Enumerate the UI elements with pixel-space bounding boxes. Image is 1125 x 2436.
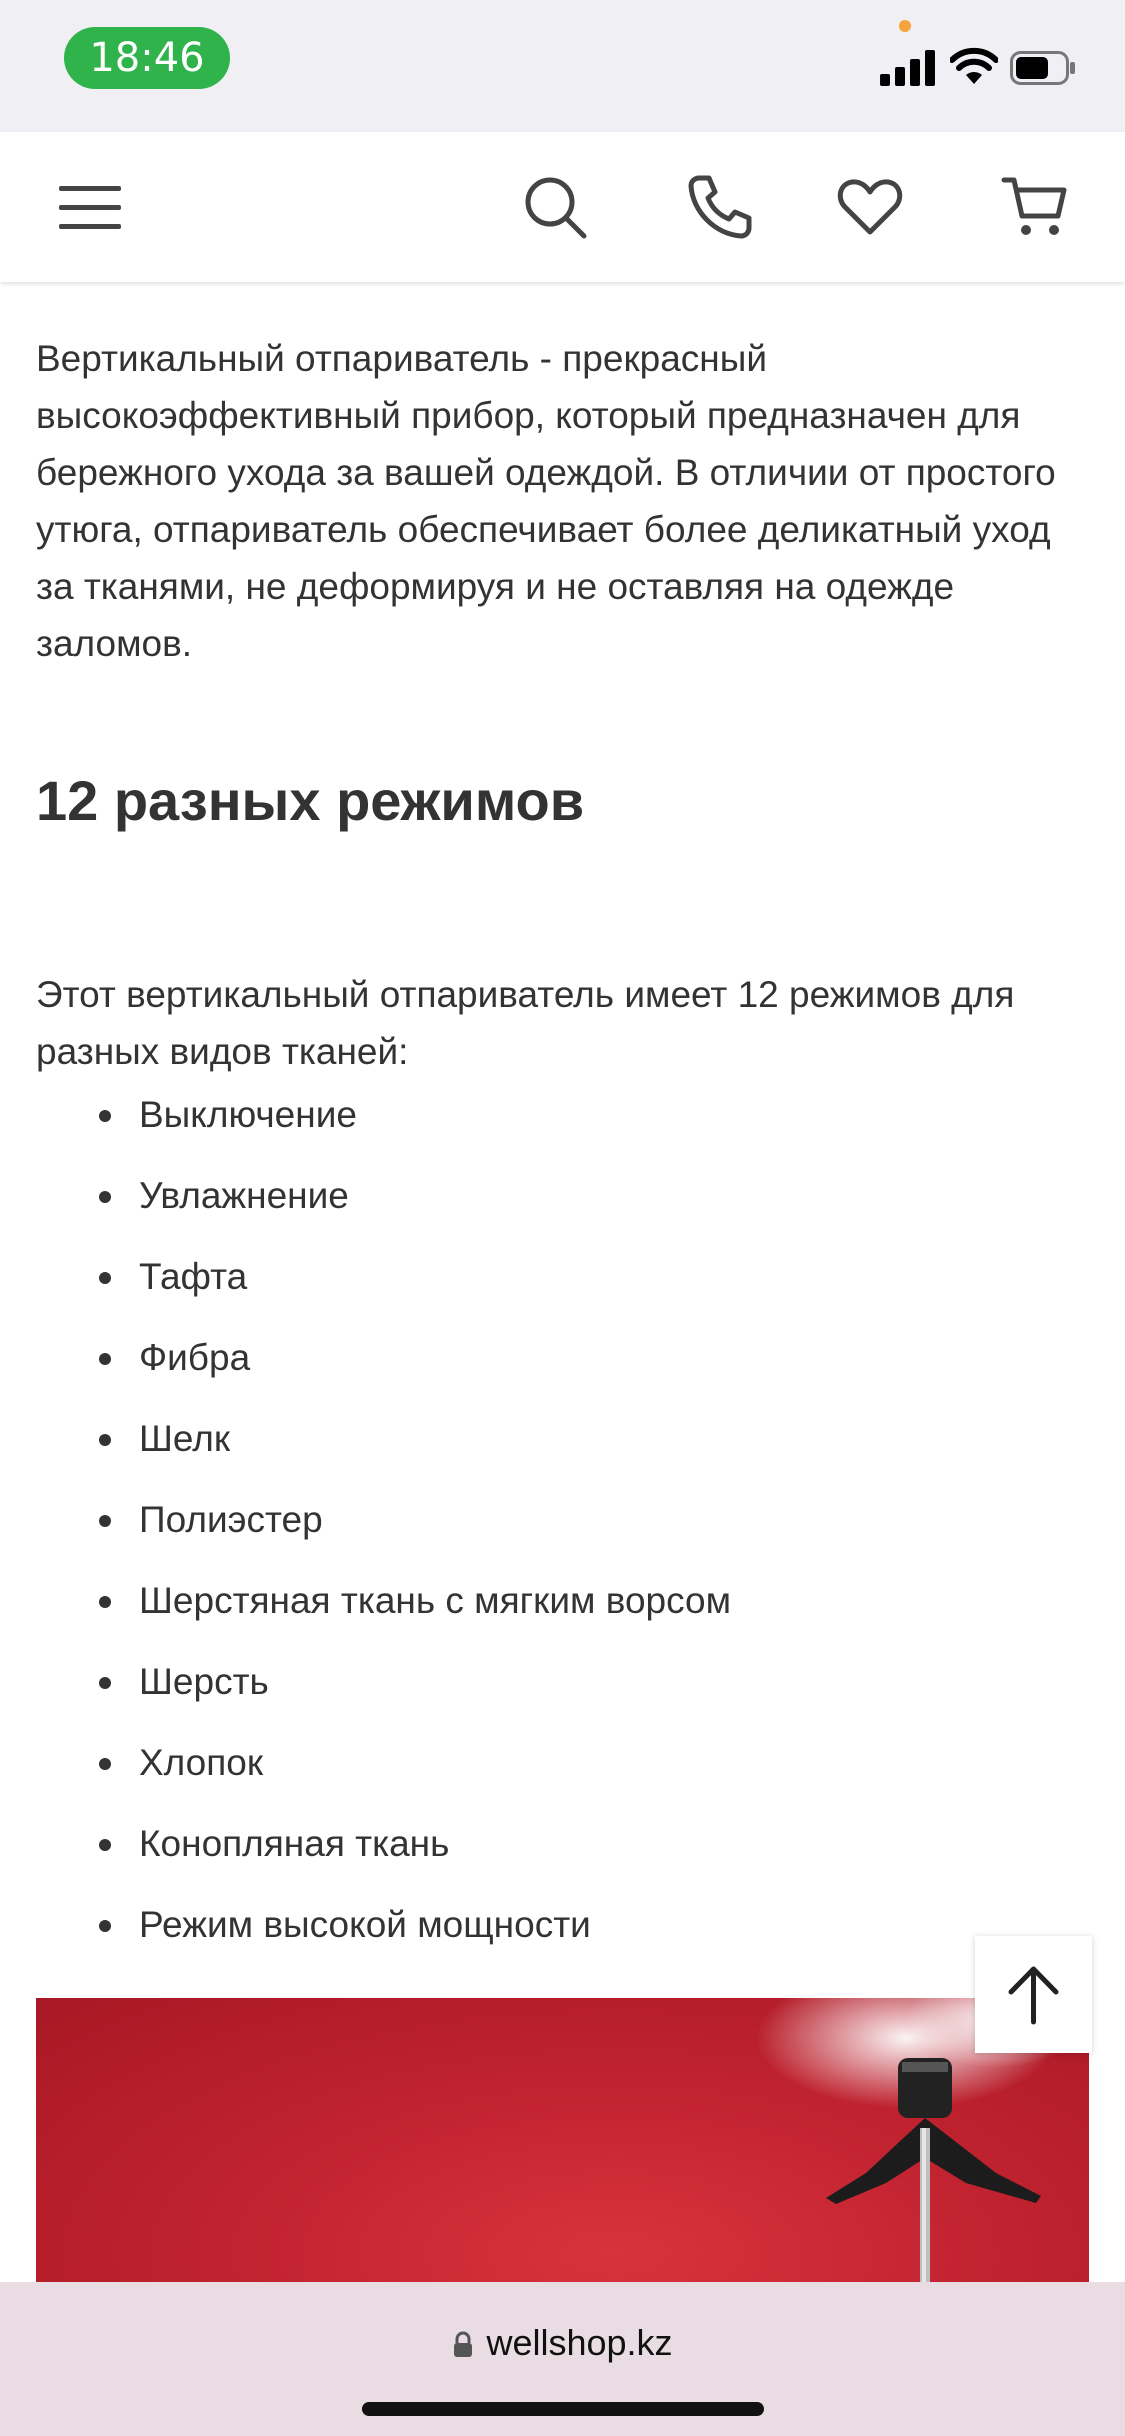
list-item: Полиэстер [36,1495,731,1576]
list-item: Режим высокой мощности [36,1900,731,1981]
battery-icon [1010,51,1076,85]
home-indicator[interactable] [362,2402,764,2416]
modes-list [36,1090,731,1981]
menu-icon[interactable] [55,172,125,242]
scroll-to-top-button[interactable] [975,1936,1092,2053]
list-item: Шерстяная ткань с мягким ворсом [36,1576,731,1657]
search-icon[interactable] [520,172,590,242]
steamer-image [36,1998,1089,2282]
list-item: Шерсть [36,1657,731,1738]
url-field[interactable] [0,2322,1125,2364]
cellular-signal-icon [880,50,936,86]
cart-icon[interactable] [1000,172,1070,242]
modes-heading: 12 разных режимов [36,769,585,832]
list-item: Выключение [36,1090,731,1171]
site-header [0,132,1125,282]
mic-indicator-icon [899,20,911,32]
url-text: wellshop.kz [486,2322,673,2363]
wifi-icon [950,46,998,86]
list-item: Увлажнение [36,1171,731,1252]
phone-icon[interactable] [685,172,755,242]
status-time: 18:46 [64,27,230,89]
lock-icon [452,2331,474,2359]
list-item: Фибра [36,1333,731,1414]
list-item: Шелк [36,1414,731,1495]
list-item: Тафта [36,1252,731,1333]
browser-address-bar [0,2282,1125,2436]
status-bar [0,0,1125,132]
intro-paragraph: Вертикальный отпариватель - прекрасный высокоэффективный прибор, который предназначен для бережного ухода за вашей одеждой. В отличии от простого утюга, отпариватель обеспечивает более деликатный уход за тканями, не деформируя и не оставляя на одежде заломов. [36,338,1056,664]
heart-icon[interactable] [835,172,905,242]
product-image [36,1998,1089,2282]
modes-intro-text: Этот вертикальный отпариватель имеет 12 режимов для разных видов тканей: [36,974,1015,1072]
list-item: Хлопок [36,1738,731,1819]
arrow-up-icon [975,1936,1092,2053]
list-item: Конопляная ткань [36,1819,731,1900]
